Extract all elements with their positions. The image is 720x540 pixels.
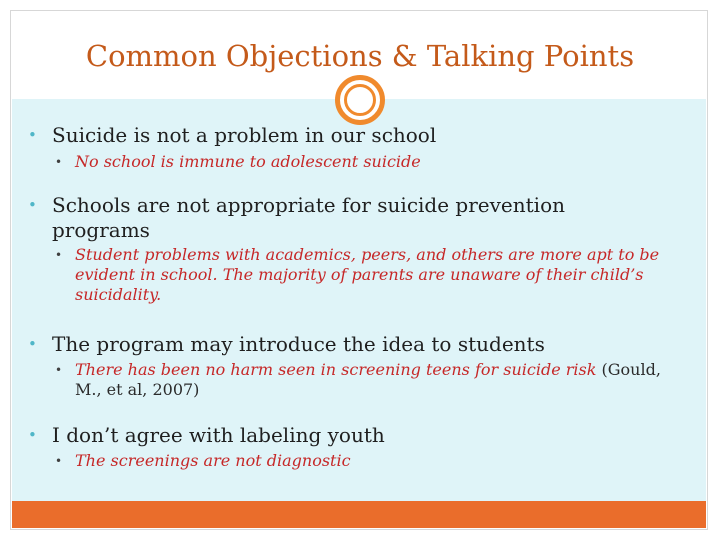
sub-bullet-dot-icon: • xyxy=(55,363,63,377)
bullet-3-text: The program may introduce the idea to students xyxy=(52,332,545,356)
slide-title: Common Objections & Talking Points xyxy=(85,39,635,73)
bullet-dot-icon: • xyxy=(28,126,37,144)
sub-bullet-3-main-text: There has been no harm seen in screening teens for suicide risk xyxy=(75,360,597,379)
bullet-1 xyxy=(28,123,668,148)
bullet-3 xyxy=(28,332,668,357)
bullet-dot-icon: • xyxy=(28,426,37,444)
sub-bullet-4-text: The screenings are not diagnostic xyxy=(75,451,351,470)
sub-bullet-dot-icon: • xyxy=(55,248,63,262)
bullet-1-text: Suicide is not a problem in our school xyxy=(52,123,437,147)
bullet-4 xyxy=(28,423,668,448)
sub-bullet-2-text: Student problems with academics, peers, and others are more apt to be evident in school. The majority of parents are unaware of their child’s suicidality. xyxy=(75,245,660,304)
sub-bullet-dot-icon: • xyxy=(55,454,63,468)
bullet-dot-icon: • xyxy=(28,196,37,214)
citation-text: (Gould, M., et al, 2007) xyxy=(75,360,661,399)
sub-bullet-4 xyxy=(55,451,665,471)
sub-bullet-dot-icon: • xyxy=(55,155,63,169)
bullet-dot-icon: • xyxy=(28,335,37,353)
sub-bullet-2 xyxy=(55,245,665,305)
bullet-2 xyxy=(28,193,668,243)
sub-bullet-1 xyxy=(55,152,665,172)
bullet-4-text: I don’t agree with labeling youth xyxy=(52,423,385,447)
sub-bullet-3-text xyxy=(75,360,665,400)
sub-bullet-3 xyxy=(55,360,665,400)
bullet-2-text: Schools are not appropriate for suicide prevention programs xyxy=(52,193,565,242)
sub-bullet-1-text: No school is immune to adolescent suicide xyxy=(75,152,421,171)
